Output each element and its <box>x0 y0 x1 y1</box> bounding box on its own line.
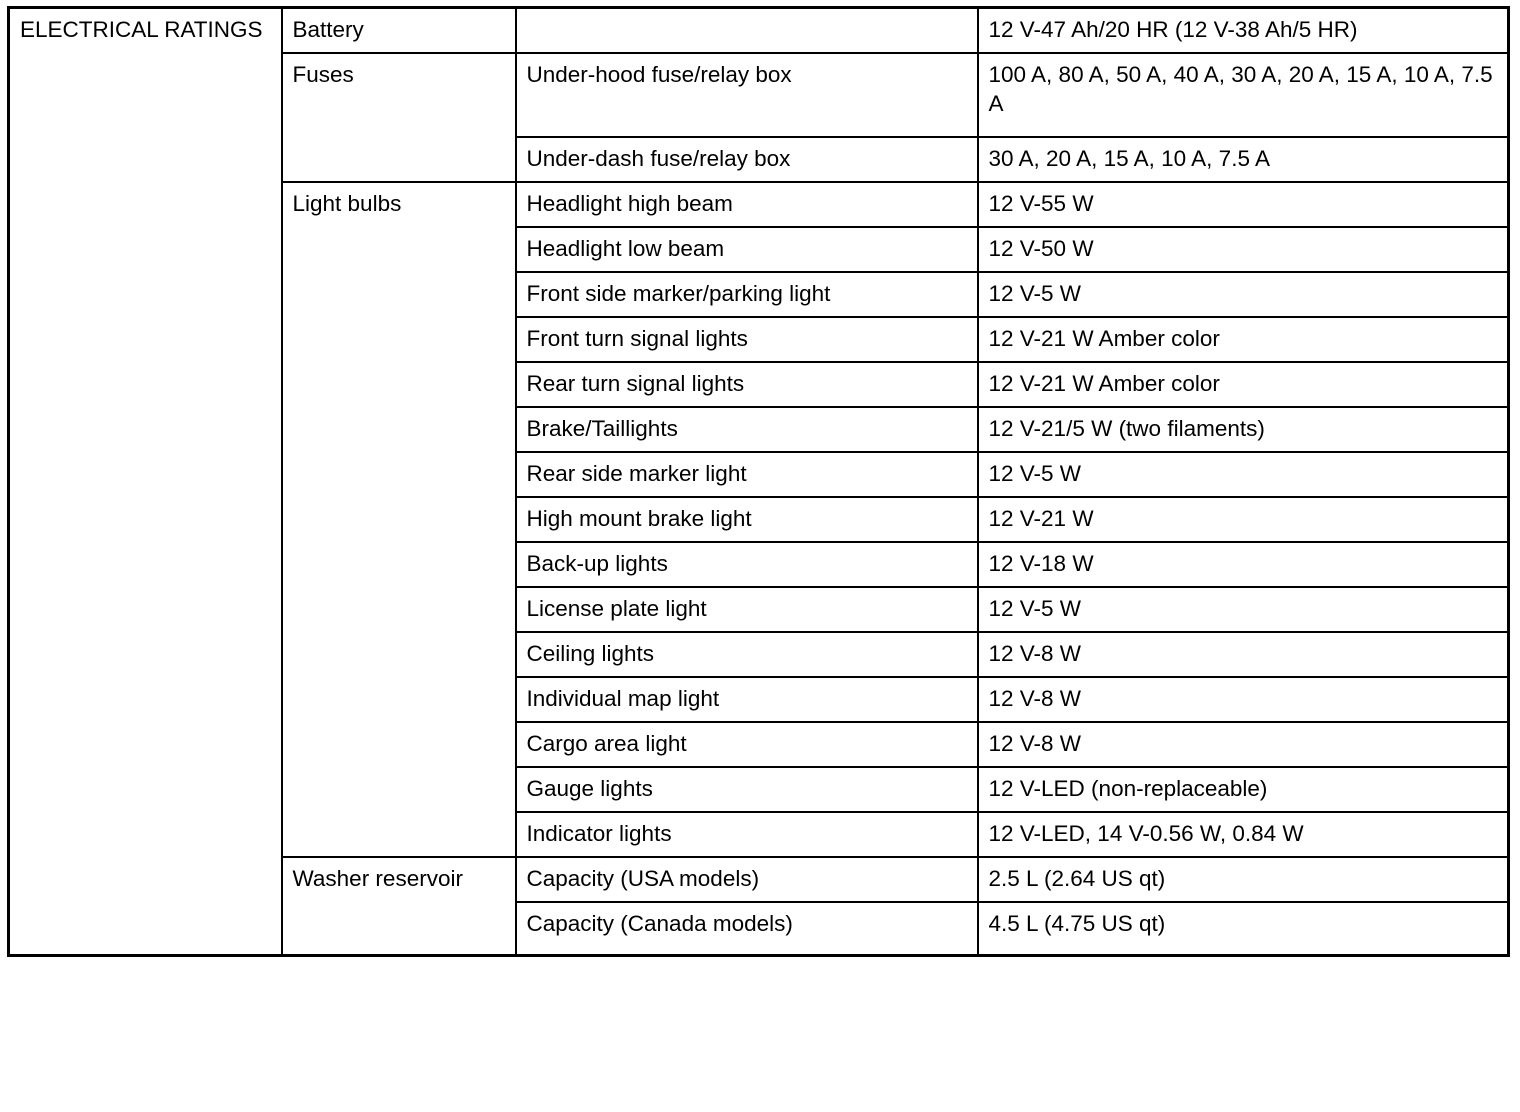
value-cell: 12 V-5 W <box>978 272 1509 317</box>
section-heading <box>9 8 282 956</box>
item-cell: Rear side marker light <box>516 452 978 497</box>
item-cell: Gauge lights <box>516 767 978 812</box>
value-cell: 12 V-5 W <box>978 452 1509 497</box>
item-cell: Under-dash fuse/relay box <box>516 137 978 182</box>
item-cell: Back-up lights <box>516 542 978 587</box>
item-cell: Ceiling lights <box>516 632 978 677</box>
item-cell: Brake/Taillights <box>516 407 978 452</box>
item-cell: High mount brake light <box>516 497 978 542</box>
item-cell: Headlight high beam <box>516 182 978 227</box>
value-cell: 12 V-21 W Amber color <box>978 317 1509 362</box>
category-washer-reservoir: Washer reservoir <box>282 857 516 956</box>
value-cell: 12 V-5 W <box>978 587 1509 632</box>
item-cell <box>516 8 978 53</box>
item-cell: Front turn signal lights <box>516 317 978 362</box>
value-cell: 12 V-LED, 14 V-0.56 W, 0.84 W <box>978 812 1509 857</box>
value-cell: 12 V-21 W <box>978 497 1509 542</box>
value-cell: 12 V-55 W <box>978 182 1509 227</box>
section-heading-text: ELECTRICAL RATINGS <box>20 17 263 42</box>
value-cell: 12 V-21/5 W (two filaments) <box>978 407 1509 452</box>
item-cell: Under-hood fuse/relay box <box>516 53 978 137</box>
value-cell: 12 V-21 W Amber color <box>978 362 1509 407</box>
value-cell: 100 A, 80 A, 50 A, 40 A, 30 A, 20 A, 15 A, 10 A, 7.5 A <box>978 53 1509 137</box>
value-cell: 12 V-50 W <box>978 227 1509 272</box>
value-cell: 4.5 L (4.75 US qt) <box>978 902 1509 956</box>
value-cell: 12 V-8 W <box>978 722 1509 767</box>
item-cell: Indicator lights <box>516 812 978 857</box>
item-cell: License plate light <box>516 587 978 632</box>
item-cell: Capacity (USA models) <box>516 857 978 902</box>
item-cell: Capacity (Canada models) <box>516 902 978 956</box>
table-row <box>9 8 1509 53</box>
category-light-bulbs: Light bulbs <box>282 182 516 857</box>
item-cell: Front side marker/parking light <box>516 272 978 317</box>
category-fuses: Fuses <box>282 53 516 182</box>
value-cell: 12 V-LED (non-replaceable) <box>978 767 1509 812</box>
value-cell: 12 V-8 W <box>978 677 1509 722</box>
value-cell: 12 V-18 W <box>978 542 1509 587</box>
item-cell: Individual map light <box>516 677 978 722</box>
item-cell: Cargo area light <box>516 722 978 767</box>
item-cell: Rear turn signal lights <box>516 362 978 407</box>
value-cell: 12 V-8 W <box>978 632 1509 677</box>
category-battery: Battery <box>282 8 516 53</box>
item-cell: Headlight low beam <box>516 227 978 272</box>
value-cell: 2.5 L (2.64 US qt) <box>978 857 1509 902</box>
value-cell: 12 V-47 Ah/20 HR (12 V-38 Ah/5 HR) <box>978 8 1509 53</box>
value-cell: 30 A, 20 A, 15 A, 10 A, 7.5 A <box>978 137 1509 182</box>
electrical-ratings-table <box>7 6 1510 957</box>
